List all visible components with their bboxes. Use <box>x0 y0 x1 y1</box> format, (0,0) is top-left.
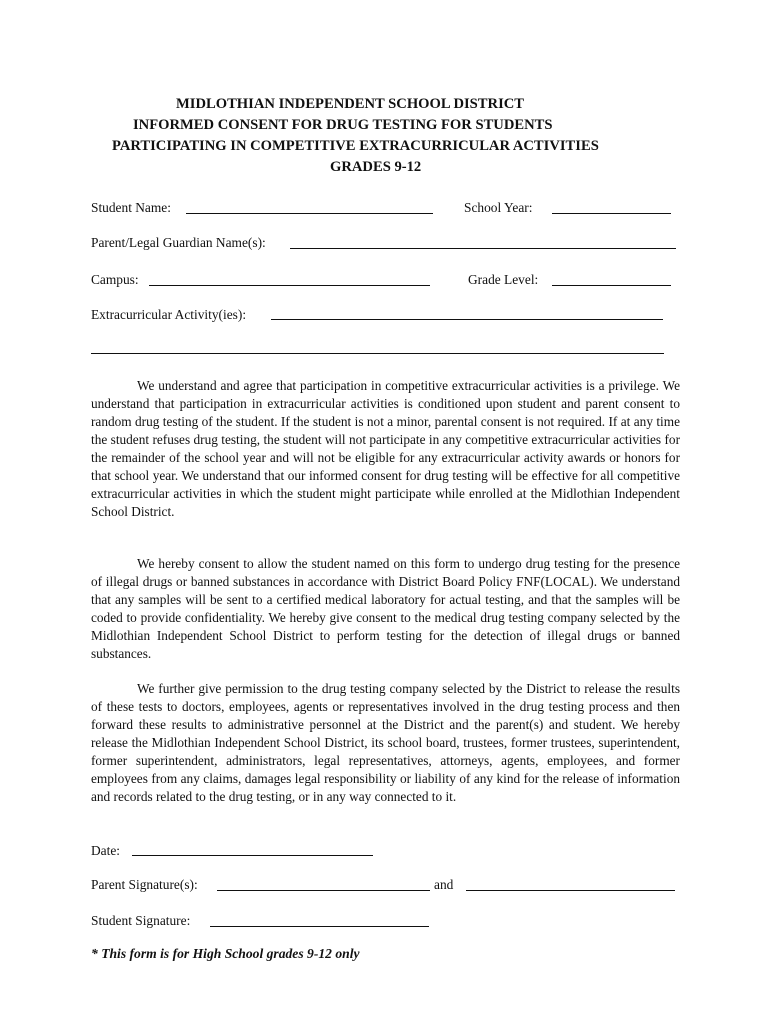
footer-note: * This form is for High School grades 9-12 only <box>91 946 360 961</box>
consent-paragraph-2 <box>91 555 680 663</box>
date-field[interactable] <box>132 855 373 856</box>
activities-field[interactable] <box>271 319 663 320</box>
form-subtitle: PARTICIPATING IN COMPETITIVE EXTRACURRICULAR ACTIVITIES <box>112 138 599 154</box>
and-label: and <box>434 877 454 892</box>
school-year-label: School Year: <box>464 200 533 215</box>
paragraph-3-text: We further give permission to the drug testing company selected by the District to release the results of these tests to doctors, employees, agents or representatives involved in the drug testing process and then forward these results to administrative personnel at the District and the parent(s) and student. We hereby release the Midlothian Independent School District, its school board, trustees, former trustees, superintendent, former superintendent, administrators, legal representatives, attorneys, agents, employees, and former employees from any claims, damages legal responsibility or liability of any kind for the release of information and records related to the drug testing, or in any way connected to it. <box>91 681 680 804</box>
paragraph-1-text: We understand and agree that participation in competitive extracurricular activities is a privilege. We understand that participation in extracurricular activities is conditioned upon student and parent consent to random drug testing of the student. If the student is not a minor, parental consent is not required. If at any time the student refuses drug testing, the student will not participate in any competitive extracurricular activities for the remainder of the school year and will not be eligible for any extracurricular activity awards or honors for that school year. We understand that our informed consent for drug testing will be effective for all competitive extracurricular activities in which the student might participate while enrolled at the Midlothian Independent School District. <box>91 378 680 519</box>
student-name-field[interactable] <box>186 213 433 214</box>
grades-heading: GRADES 9-12 <box>330 159 422 175</box>
parent-signature-field-2[interactable] <box>466 890 675 891</box>
parent-signature-label: Parent Signature(s): <box>91 877 198 892</box>
form-title: INFORMED CONSENT FOR DRUG TESTING FOR STUDENTS <box>133 117 553 133</box>
grade-level-label: Grade Level: <box>468 272 539 287</box>
campus-label: Campus: <box>91 272 139 287</box>
consent-paragraph-1 <box>91 377 680 521</box>
guardian-names-label: Parent/Legal Guardian Name(s): <box>91 235 266 250</box>
consent-paragraph-3 <box>91 680 680 806</box>
guardian-names-field[interactable] <box>290 248 676 249</box>
district-title: MIDLOTHIAN INDEPENDENT SCHOOL DISTRICT <box>176 96 525 112</box>
student-name-label: Student Name: <box>91 200 171 215</box>
grade-level-field[interactable] <box>552 285 671 286</box>
parent-signature-field-1[interactable] <box>217 890 430 891</box>
activities-label: Extracurricular Activity(ies): <box>91 307 247 322</box>
date-label: Date: <box>91 843 120 858</box>
activities-field-continued[interactable] <box>91 353 664 354</box>
school-year-field[interactable] <box>552 213 671 214</box>
campus-field[interactable] <box>149 285 430 286</box>
paragraph-2-text: We hereby consent to allow the student named on this form to undergo drug testing for the presence of illegal drugs or banned substances in accordance with District Board Policy FNF(LOCAL). We understand that any samples will be sent to a certified medical laboratory for actual testing, and that the samples will be coded to provide confidentiality. We hereby give consent to the medical drug testing company selected by the Midlothian Independent School District to perform testing for the detection of illegal drugs or banned substances. <box>91 556 680 661</box>
student-signature-label: Student Signature: <box>91 913 191 928</box>
student-signature-field[interactable] <box>210 926 429 927</box>
